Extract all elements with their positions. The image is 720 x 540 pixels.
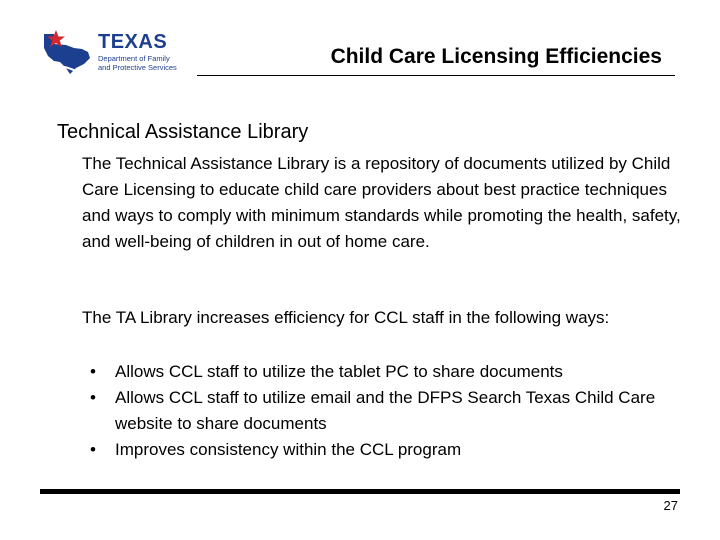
bullet-icon: •: [90, 440, 96, 459]
page-number: 27: [663, 498, 678, 513]
bullet-icon: •: [90, 362, 96, 381]
logo-subtitle-line1: Department of Family: [98, 54, 170, 63]
list-item: [82, 359, 682, 385]
dfps-logo: [40, 28, 190, 78]
efficiency-bullet-list: [82, 359, 682, 463]
logo-subtitle-line2: and Protective Services: [98, 63, 177, 72]
logo-wordmark: TEXAS: [98, 31, 168, 53]
slide-header: [0, 0, 720, 80]
list-item: [82, 437, 682, 463]
list-item: [82, 385, 682, 437]
bullet-icon: •: [90, 388, 96, 407]
slide-title: Child Care Licensing Efficiencies: [330, 45, 662, 68]
section-heading: Technical Assistance Library: [57, 121, 309, 143]
texas-map-icon: [40, 28, 98, 76]
intro-paragraph: The Technical Assistance Library is a repository of documents utilized by Child Care Licensing to educate child care providers about best practice techniques and ways to comply with minimum standards while promoting the health, safety, and well-being of children in out of home care.: [82, 154, 681, 251]
list-item-text: Allows CCL staff to utilize email and the DFPS Search Texas Child Care website to share documents: [115, 388, 656, 433]
logo-subtitle: [98, 54, 177, 72]
efficiency-paragraph: The TA Library increases efficiency for CCL staff in the following ways:: [82, 308, 610, 327]
list-item-text: Improves consistency within the CCL program: [115, 440, 462, 459]
header-divider: [197, 75, 675, 76]
list-item-text: Allows CCL staff to utilize the tablet PC to share documents: [115, 362, 563, 381]
footer-divider: [40, 489, 680, 494]
